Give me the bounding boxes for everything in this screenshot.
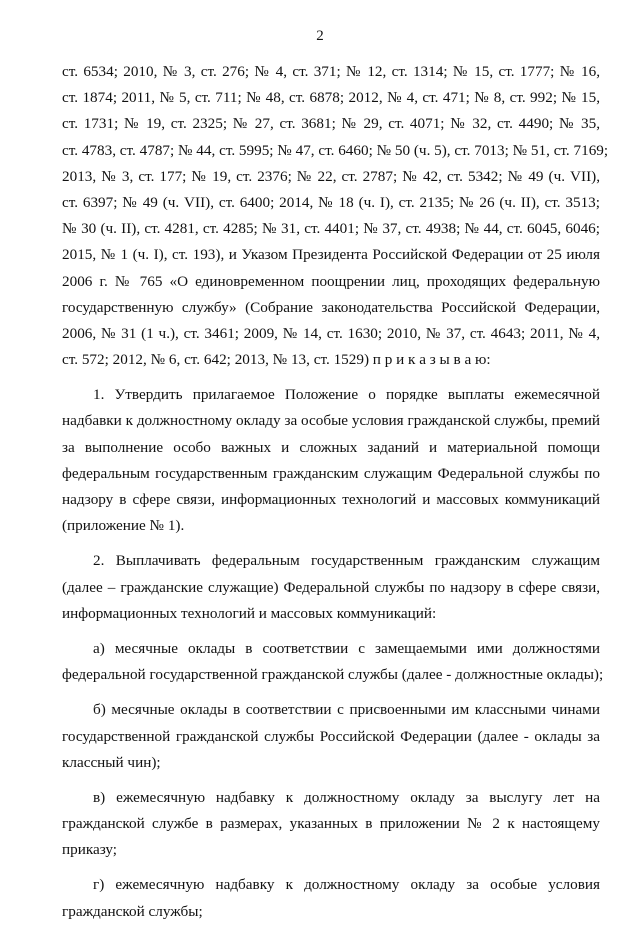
text-line: 1. Утвердить прилагаемое Положение о порядке выплаты ежемесячной [93, 386, 600, 404]
text-line: б) месячные оклады в соответствии с присвоенными им классными чинами [93, 701, 600, 719]
text-line: государственную службу» (Собрание законодательства Российской Федерации, [62, 298, 600, 316]
text-line: ст. 1874; 2011, № 5, ст. 711; № 48, ст. 6878; 2012, № 4, ст. 471; № 8, ст. 992; № 15, [62, 89, 600, 107]
text-line: приказу; [62, 841, 118, 859]
text-line: 2. Выплачивать федеральным государственным гражданским служащим [93, 552, 600, 570]
text-line: надзору в сфере связи, информационных технологий и массовых коммуникаций [62, 491, 600, 508]
text-line: надбавки к должностному окладу за особые условия гражданской службы, премий [62, 412, 600, 430]
page-number: 2 [316, 28, 324, 44]
text-line: ст. 572; 2012, № 6, ст. 642; 2013, № 13, ст. 1529) п р и к а з ы в а ю: [62, 351, 491, 369]
text-line: гражданской службы; [62, 902, 203, 920]
document-body [62, 59, 609, 925]
text-line: в) ежемесячную надбавку к должностному окладу за выслугу лет на [93, 788, 600, 806]
text-line: г) ежемесячную надбавку к должностному окладу за особые условия [93, 876, 600, 894]
paragraph-item-1 [62, 382, 600, 539]
text-line: № 30 (ч. II), ст. 4281, ст. 4285; № 31, ст. 4401; № 37, ст. 4938; № 44, ст. 6045, 6046; [62, 220, 600, 238]
text-line: 2013, № 3, ст. 177; № 19, ст. 2376; № 22, ст. 2787; № 42, ст. 5342; № 49 (ч. VII), [62, 167, 600, 185]
text-line: информационных технологий и массовых коммуникаций: [62, 604, 437, 622]
paragraph-subitem-b [62, 697, 600, 776]
text-line: (приложение № 1). [62, 517, 185, 535]
text-line: а) месячные оклады в соответствии с замещаемыми ими должностями [93, 639, 600, 657]
paragraph-subitem-a [62, 636, 604, 688]
text-line: государственной гражданской службы Российской Федерации (далее - оклады за [62, 727, 600, 745]
paragraph-intro [62, 59, 609, 373]
text-line: гражданской службе в размерах, указанных в приложении № 2 к настоящему [62, 815, 600, 833]
text-line: федеральным государственным гражданским служащим Федеральной службы по [62, 464, 600, 482]
text-line: ст. 6534; 2010, № 3, ст. 276; № 4, ст. 371; № 12, ст. 1314; № 15, ст. 1777; № 16, [62, 63, 600, 80]
text-line: 2006 г. № 765 «О единовременном поощрении лиц, проходящих федеральную [62, 272, 600, 290]
paragraph-subitem-g [62, 872, 600, 924]
text-line: 2006, № 31 (1 ч.), ст. 3461; 2009, № 14, ст. 1630; 2010, № 37, ст. 4643; 2011, № 4, [62, 324, 600, 342]
text-line: (далее – гражданские служащие) Федеральной службы по надзору в сфере связи, [62, 578, 600, 596]
text-line: классный чин); [62, 753, 161, 771]
text-line: федеральной государственной гражданской службы (далее - должностные оклады); [62, 666, 604, 684]
text-line: 2015, № 1 (ч. I), ст. 193), и Указом Президента Российской Федерации от 25 июля [62, 246, 600, 264]
paragraph-subitem-v [62, 785, 600, 864]
text-line: ст. 4783, ст. 4787; № 44, ст. 5995; № 47, ст. 6460; № 50 (ч. 5), ст. 7013; № 51, ст. 7169; [62, 141, 609, 159]
text-line: ст. 6397; № 49 (ч. VII), ст. 6400; 2014, № 18 (ч. I), ст. 2135; № 26 (ч. II), ст. 3513; [62, 193, 600, 211]
text-line: за выполнение особо важных и сложных заданий и материальной помощи [62, 438, 600, 456]
text-line: ст. 1731; № 19, ст. 2325; № 27, ст. 3681; № 29, ст. 4071; № 32, ст. 4490; № 35, [62, 115, 600, 133]
paragraph-item-2 [62, 548, 600, 627]
